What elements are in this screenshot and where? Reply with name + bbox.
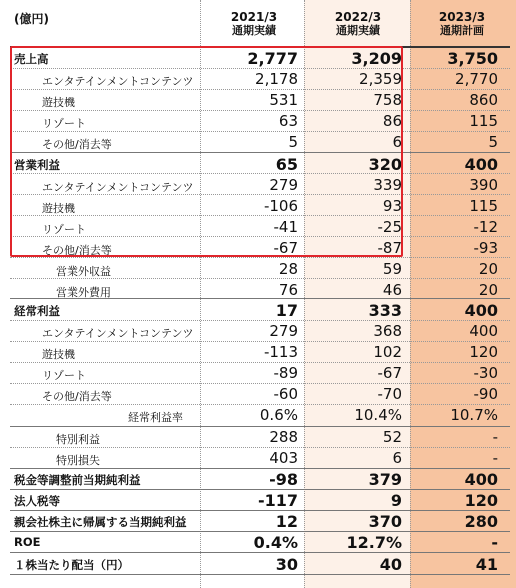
cell-value: 30	[275, 555, 298, 574]
cell-value: 102	[373, 343, 402, 361]
header-year: 2023/3	[438, 10, 486, 24]
row-label: リゾート	[42, 369, 86, 382]
cell-value: 400	[464, 470, 498, 489]
row-label: 税金等調整前当期純利益	[14, 473, 141, 487]
cell-value: -89	[273, 364, 298, 382]
table-row	[0, 301, 516, 321]
cell-value: 368	[373, 322, 402, 340]
cell-value: 279	[269, 322, 298, 340]
table-row	[0, 491, 516, 511]
cell-value: -106	[263, 197, 298, 215]
header-2022	[308, 11, 408, 37]
row-label: リゾート	[42, 117, 86, 130]
cell-value: 28	[278, 260, 298, 278]
section-divider	[10, 426, 510, 427]
cell-value: -98	[269, 470, 298, 489]
header-year: 2022/3	[334, 10, 382, 24]
cell-value: 20	[478, 260, 498, 278]
table-row	[0, 385, 516, 405]
cell-value: -41	[273, 218, 298, 236]
cell-value: 120	[464, 491, 498, 510]
cell-value: 65	[275, 155, 298, 174]
cell-value: 12.7%	[346, 533, 402, 552]
cell-value: 280	[464, 512, 498, 531]
cell-value: 860	[469, 91, 498, 109]
cell-value: 379	[368, 470, 402, 489]
header-year: 2021/3	[230, 10, 278, 24]
row-label: その他/消去等	[42, 244, 112, 257]
cell-value: 52	[382, 428, 402, 446]
cell-value: -25	[377, 218, 402, 236]
cell-value: 5	[288, 133, 298, 151]
row-label: １株当たり配当（円）	[14, 558, 129, 572]
cell-value: -117	[257, 491, 298, 510]
header-sub: 通期実績	[232, 24, 276, 37]
cell-value: 6	[392, 449, 402, 467]
row-label: 遊技機	[42, 96, 75, 109]
row-label: リゾート	[42, 223, 86, 236]
cell-value: 390	[469, 176, 498, 194]
cell-value: -	[492, 428, 498, 446]
row-label: エンタテインメントコンテンツ	[42, 75, 194, 88]
row-label: 営業利益	[14, 158, 60, 172]
cell-value: 339	[373, 176, 402, 194]
cell-value: -	[492, 449, 498, 467]
row-label: その他/消去等	[42, 390, 112, 403]
cell-value: -67	[377, 364, 402, 382]
cell-value: 59	[382, 260, 402, 278]
cell-value: 115	[469, 197, 498, 215]
row-label: 特別損失	[56, 454, 100, 467]
row-label: エンタテインメントコンテンツ	[42, 181, 194, 194]
table-row	[0, 281, 516, 301]
cell-value: 5	[488, 133, 498, 151]
table-row	[0, 322, 516, 342]
cell-value: 10.7%	[450, 406, 498, 424]
cell-value: 3,750	[447, 49, 498, 68]
cell-value: 63	[278, 112, 298, 130]
cell-value: 531	[269, 91, 298, 109]
cell-value: 400	[469, 322, 498, 340]
cell-value: 17	[275, 301, 298, 320]
cell-value: 2,770	[455, 70, 498, 88]
cell-value: 46	[382, 281, 402, 299]
table-row	[0, 555, 516, 575]
cell-value: 0.4%	[253, 533, 298, 552]
cell-value: 279	[269, 176, 298, 194]
cell-value: -30	[473, 364, 498, 382]
cell-value: 10.4%	[354, 406, 402, 424]
header-sub: 通期計画	[440, 24, 484, 37]
table-row	[0, 449, 516, 469]
row-label: 親会社株主に帰属する当期純利益	[14, 515, 187, 529]
row-label: エンタテインメントコンテンツ	[42, 327, 194, 340]
table-row	[0, 470, 516, 490]
cell-value: 333	[368, 301, 402, 320]
cell-value: -12	[473, 218, 498, 236]
cell-value: 2,178	[255, 70, 298, 88]
unit-label: (億円)	[14, 12, 49, 26]
cell-value: -67	[273, 239, 298, 257]
cell-value: 12	[275, 512, 298, 531]
table-row	[0, 428, 516, 448]
row-label: 営業外費用	[56, 286, 111, 299]
table-row	[0, 533, 516, 553]
cell-value: 370	[368, 512, 402, 531]
cell-value: 758	[373, 91, 402, 109]
cell-value: 20	[478, 281, 498, 299]
cell-value: -113	[263, 343, 298, 361]
cell-value: 9	[390, 491, 402, 510]
cell-value: 2,359	[359, 70, 402, 88]
cell-value: -90	[473, 385, 498, 403]
row-label: 売上高	[14, 52, 49, 66]
table-row	[0, 260, 516, 280]
cell-value: 93	[382, 197, 402, 215]
cell-value: -70	[377, 385, 402, 403]
highlight-box	[10, 46, 403, 257]
cell-value: 40	[379, 555, 402, 574]
cell-value: 320	[368, 155, 402, 174]
cell-value: -93	[473, 239, 498, 257]
row-label: 営業外収益	[56, 265, 111, 278]
row-label: 経常利益率	[128, 411, 183, 424]
table-row	[0, 512, 516, 532]
cell-value: 115	[469, 112, 498, 130]
row-label: 遊技機	[42, 348, 75, 361]
row-label: 特別利益	[56, 433, 100, 446]
cell-value: 120	[469, 343, 498, 361]
row-label: 経常利益	[14, 304, 60, 318]
cell-value: -60	[273, 385, 298, 403]
header-2023	[412, 11, 512, 37]
cell-value: 76	[278, 281, 298, 299]
cell-value: 2,777	[247, 49, 298, 68]
row-label: 法人税等	[14, 494, 60, 508]
cell-value: 41	[475, 555, 498, 574]
row-label: 遊技機	[42, 202, 75, 215]
table-row	[0, 364, 516, 384]
cell-value: 400	[464, 155, 498, 174]
header-sub: 通期実績	[336, 24, 380, 37]
row-label: ROE	[14, 535, 41, 549]
table-row	[0, 343, 516, 363]
row-label: その他/消去等	[42, 138, 112, 151]
cell-value: 403	[269, 449, 298, 467]
cell-value: -	[491, 533, 498, 552]
cell-value: 6	[392, 133, 402, 151]
cell-value: 400	[464, 301, 498, 320]
cell-value: 0.6%	[259, 406, 298, 424]
cell-value: 3,209	[351, 49, 402, 68]
cell-value: -87	[377, 239, 402, 257]
cell-value: 288	[269, 428, 298, 446]
table-row	[0, 406, 516, 426]
header-2021	[206, 11, 302, 37]
cell-value: 86	[382, 112, 402, 130]
